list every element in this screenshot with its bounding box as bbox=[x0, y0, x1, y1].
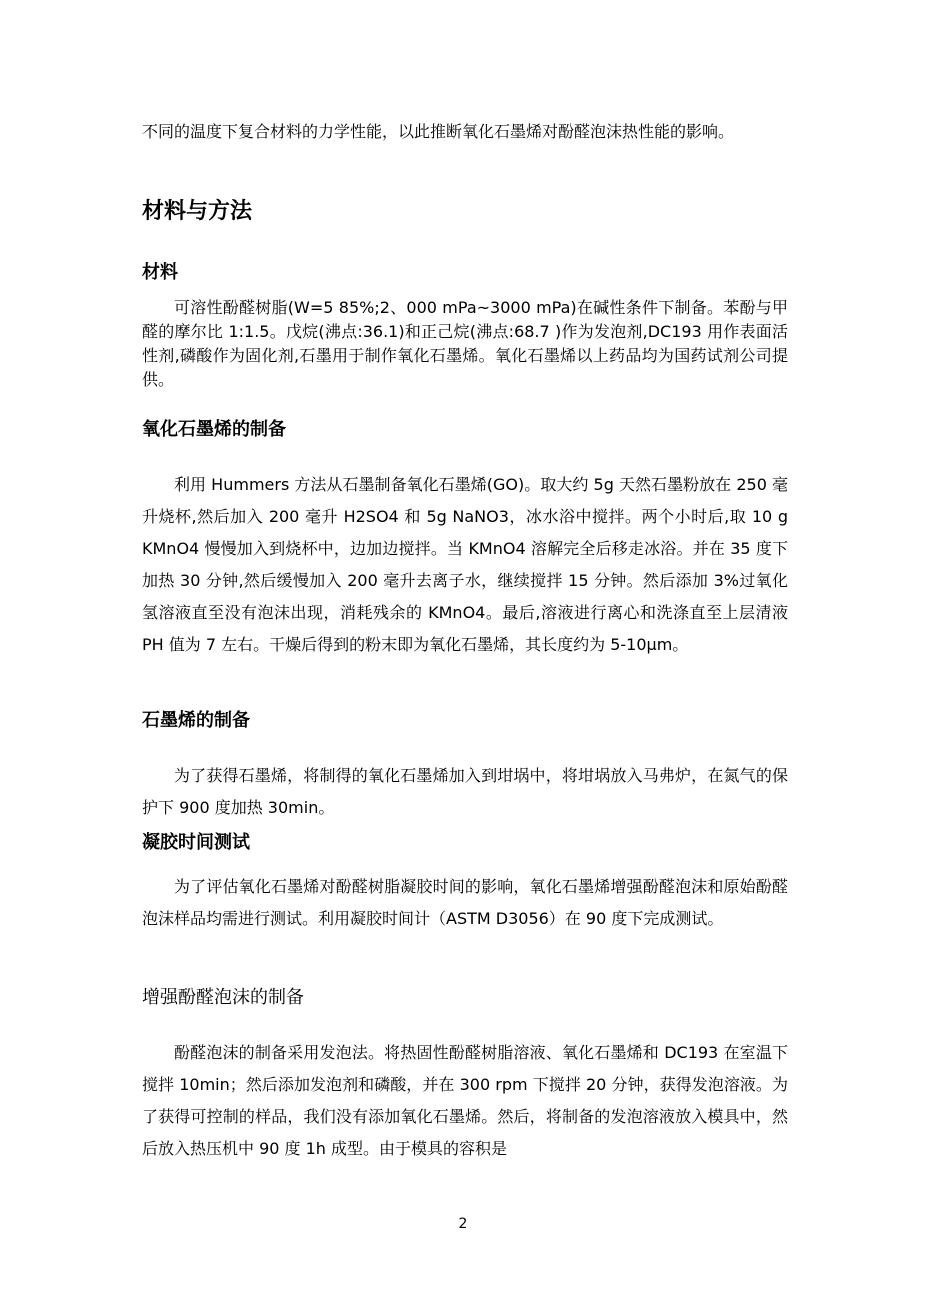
intro-paragraph: 不同的温度下复合材料的力学性能，以此推断氧化石墨烯对酚醛泡沫热性能的影响。 bbox=[142, 122, 735, 141]
heading-materials: 材料 bbox=[142, 262, 178, 283]
paragraph-graphene-preparation: 为了获得石墨烯，将制得的氧化石墨烯加入到坩埚中，将坩埚放入马弗炉，在氮气的保护下 900 度加热 30min。 bbox=[142, 766, 788, 817]
section-title: 材料与方法 bbox=[142, 199, 253, 224]
heading-gel-time-test: 凝胶时间测试 bbox=[142, 832, 250, 853]
heading-go-preparation: 氧化石墨烯的制备 bbox=[142, 419, 286, 440]
paragraph-materials: 可溶性酚醛树脂(W=5 85%;2、000 mPa~3000 mPa)在碱性条件下制备。苯酚与甲醛的摩尔比 1:1.5。戊烷(沸点:36.1)和正己烷(沸点:68.7 )作为发泡剂,DC193 用作表面活性剂,磷酸作为固化剂,石墨用于制作氧化石墨烯。氧化石墨烯以上药品均为国药试剂公司提供。 bbox=[142, 298, 788, 389]
paragraph-gel-time-test: 为了评估氧化石墨烯对酚醛树脂凝胶时间的影响，氧化石墨烯增强酚醛泡沫和原始酚醛泡沫样品均需进行测试。利用凝胶时间计（ASTM D3056）在 90 度下完成测试。 bbox=[142, 877, 788, 928]
paragraph-foam-preparation: 酚醛泡沫的制备采用发泡法。将热固性酚醛树脂溶液、氧化石墨烯和 DC193 在室温下搅拌 10min；然后添加发泡剂和磷酸，并在 300 rpm 下搅拌 20 分钟，获得发泡溶液。为了获得可控制的样品，我们没有添加氧化石墨烯。然后，将制备的发泡溶液放入模具中，然后放入热压机中 90 度 1h 成型。由于模具的容积是 bbox=[142, 1043, 788, 1158]
paragraph-go-preparation: 利用 Hummers 方法从石墨制备氧化石墨烯(GO)。取大约 5g 天然石墨粉放在 250 毫升烧杯,然后加入 200 毫升 H2SO4 和 5g NaNO3，冰水浴中搅拌。两个小时后,取 10 g KMnO4 慢慢加入到烧杯中，边加边搅拌。当 KMnO4 溶解完全后移走冰浴。并在 35 度下加热 30 分钟,然后缓慢加入 200 毫升去离子水，继续搅拌 15 分钟。然后添加 3%过氧化氢溶液直至没有泡沫出现，消耗残余的 KMnO4。最后,溶液进行离心和洗涤直至上层清液 PH 值为 7 左右。干燥后得到的粉末即为氧化石墨烯，其长度约为 5-10μm。 bbox=[142, 475, 788, 654]
heading-foam-preparation: 增强酚醛泡沫的制备 bbox=[142, 987, 304, 1008]
page-number: 2 bbox=[458, 1216, 468, 1232]
heading-graphene-preparation: 石墨烯的制备 bbox=[142, 710, 250, 731]
